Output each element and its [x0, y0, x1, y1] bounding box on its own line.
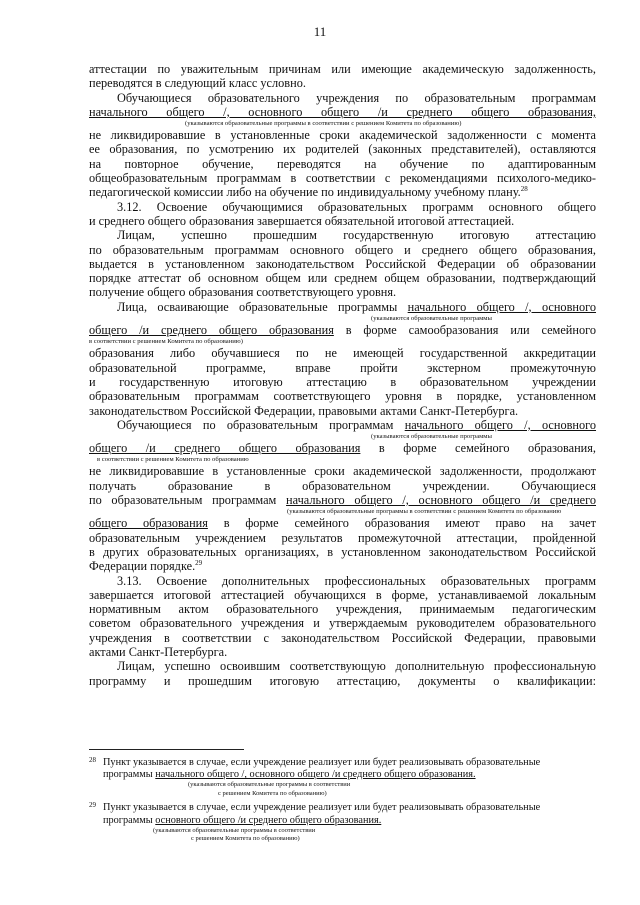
text-line: и среднего общего образования завершается обязательной итоговой аттестацией.: [89, 213, 515, 228]
text-line: законодательством Российской Федерации, правовыми актами Санкт-Петербурга.: [89, 403, 519, 418]
field-caption: (указываются образовательные программы в соответствии с решением Комитета по образованию: [287, 508, 562, 516]
text-line: в других образовательных организациях, в установленном законодательством Российской: [89, 544, 596, 559]
page-number: 11: [313, 24, 327, 39]
text-line: [89, 441, 596, 455]
text-line: завершается итоговой аттестацией обучающихся в форме, устанавливаемой локальным: [89, 587, 596, 602]
footnote-29: [89, 802, 596, 843]
footnote-caption: с решением Комитета по образованию): [191, 835, 300, 843]
program-text: начального общего /, основного: [407, 299, 597, 314]
footnote-caption: (указываются образовательные программы в соответствии: [188, 781, 351, 789]
text-line: не ликвидировавшие в установленные сроки академической задолженности, продолжают: [89, 464, 596, 479]
footnote-28: [89, 757, 596, 798]
text-line: образовательным программам соответствующего уровня в порядке, установленном: [89, 389, 596, 404]
text-line: на повторное обучение, переводятся на обучение по адаптированным: [89, 156, 596, 171]
text-line: актами Санкт-Петербурга.: [89, 644, 228, 659]
text-line: переводятся в следующий класс условно.: [89, 76, 306, 91]
program-field: [89, 105, 596, 119]
text-line: выдается в установленном законодательством Российской Федерации об образовании: [89, 256, 596, 271]
text-line: [89, 516, 596, 530]
footnotes: [89, 757, 596, 844]
field-caption: (указываются образовательные программы: [371, 433, 492, 441]
line-text: в форме семейного образования,: [378, 441, 596, 456]
footnote-text: [103, 815, 596, 827]
field-caption: в соответствии с решением Комитета по образованию: [97, 456, 249, 464]
footnote-ref-28[interactable]: 28: [520, 185, 528, 194]
line-text: педагогической комиссии либо на обучение по индивидуальному учебному плану.: [89, 185, 521, 200]
line-text: программы: [103, 814, 153, 826]
footnote-text: Пункт указывается в случае, если учреждение реализует или будет реализовывать образовательные: [103, 757, 541, 768]
footnote-caption: с решением Комитета по образованию): [218, 789, 327, 797]
line-text: по образовательным программам: [89, 493, 277, 508]
text-line: образования либо обучавшиеся по не имеющей государственной аккредитации: [89, 346, 596, 361]
footnote-text: Пункт указывается в случае, если учреждение реализует или будет реализовывать образовательные: [103, 802, 541, 814]
text-line: аттестации по уважительным причинам или имеющие академическую задолженность,: [89, 62, 596, 76]
program-text: общего /и среднего общего образования: [89, 441, 361, 456]
program-text: начального общего /, основного общего /и среднего общего образования.: [155, 769, 476, 781]
text-line: по образовательным программам основного общего и среднего общего образования,: [89, 242, 596, 257]
footnote-caption: (указываются образовательные программы в соответствии: [153, 826, 316, 834]
text-line: [89, 559, 596, 573]
footnote-separator: [89, 749, 244, 750]
line-text: в форме семейного образования имеют право на зачет: [223, 516, 596, 531]
section-3-12: 3.12. Освоение обучающимися образовательных программ основного общего: [117, 199, 596, 214]
line-text: Лица, осваивающие образовательные программы: [117, 299, 398, 314]
program-text: начального общего /, основного общего /и среднего общего образования,: [89, 104, 596, 119]
program-text: начального общего /, основного: [404, 417, 597, 432]
text-line: [89, 418, 596, 432]
text-line: порядке аттестат об основном общем или среднем общем образовании, подтверждающий: [89, 271, 596, 286]
text-line: ее образования, по усмотрению их родителей (законных представителей), оставляются: [89, 142, 596, 157]
field-caption: (указываются образовательные программы: [371, 315, 492, 323]
text-line: программу и прошедшим итоговую аттестацию, документы о квалификации:: [89, 673, 596, 688]
text-line: [89, 300, 596, 314]
text-line: нормативным актом образовательного учреждения, принимаемым педагогическим: [89, 602, 596, 617]
footnote-mark: 28: [89, 756, 96, 764]
text-line: [89, 323, 596, 337]
line-text: в форме самообразования или семейного: [345, 323, 596, 338]
text-line: получать образование в образовательном учреждении. Обучающиеся: [89, 478, 596, 493]
text-line: Лицам, успешно прошедшим государственную итоговую аттестацию: [117, 228, 596, 243]
text-line: общеобразовательным программам в соответствии с рекомендациями психолого-медико-: [89, 171, 596, 186]
text-line: [89, 185, 596, 199]
line-text: программы: [103, 769, 153, 781]
program-text: общего /и среднего общего образования: [89, 323, 334, 338]
text-line: не ликвидировавшие в установленные сроки академической задолженности с момента: [89, 128, 596, 143]
text-line: Лицам, успешно освоившим соответствующую дополнительную профессиональную: [117, 659, 596, 674]
footnote-mark: 29: [89, 801, 96, 810]
text-line: Обучающиеся образовательного учреждения по образовательным программам: [117, 90, 596, 105]
line-text: Федерации порядке.: [89, 559, 196, 574]
text-line: советом образовательного учреждения и утверждаемым руководителем образовательного: [89, 616, 596, 631]
text-line: образовательной программе, вправе пройти экстерном промежуточную: [89, 360, 596, 375]
text-line: и государственную итоговую аттестацию в образовательном учреждении: [89, 374, 596, 389]
text-line: образовательным учреждением результатов промежуточной аттестации, пройденной: [89, 530, 596, 545]
text-line: учреждения в соответствии с законодательством Российской Федерации, правовыми: [89, 630, 596, 645]
text-line: получение общего образования соответствующего уровня.: [89, 285, 397, 300]
text-line: [89, 493, 596, 507]
program-text: общего образования: [89, 516, 208, 531]
document-body: [89, 62, 596, 688]
field-caption: в соответствии с решением Комитета по образованию): [89, 338, 243, 346]
program-text: основного общего /и среднего общего образования.: [155, 814, 382, 826]
field-caption: (указываются образовательные программы в соответствии с решением Комитета по образованию): [185, 120, 462, 128]
line-text: Обучающиеся по образовательным программам: [117, 417, 394, 432]
footnote-text: [103, 769, 596, 781]
section-3-13: 3.13. Освоение дополнительных профессиональных образовательных программ: [117, 573, 596, 588]
footnote-ref-29[interactable]: 29: [195, 559, 203, 568]
program-text: начального общего /, основного общего /и среднего: [286, 493, 597, 508]
